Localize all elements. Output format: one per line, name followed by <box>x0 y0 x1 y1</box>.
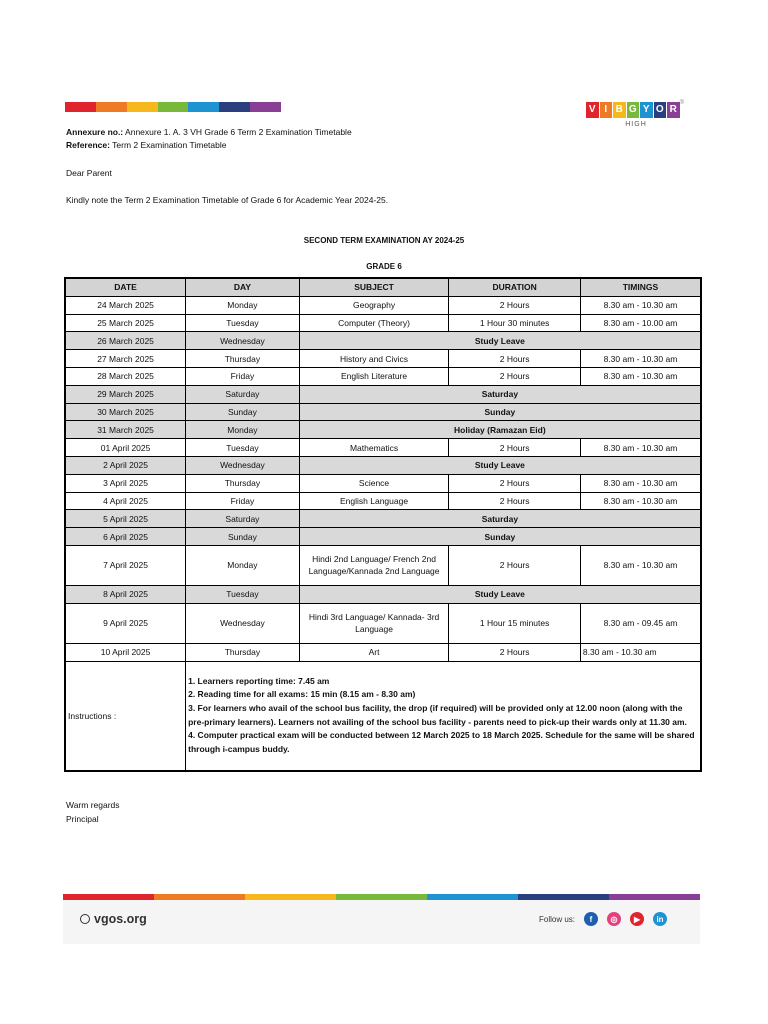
annexure-label: Annexure no.: <box>66 127 124 137</box>
website-link[interactable] <box>80 912 147 926</box>
stripe-segment <box>158 102 189 112</box>
cell-day: Sunday <box>186 403 300 421</box>
column-header: DURATION <box>449 278 581 296</box>
stripe-segment <box>127 102 158 112</box>
cell-day: Monday <box>186 545 300 585</box>
logo-letter: Y <box>640 102 653 118</box>
cell-note: Sunday <box>299 528 701 546</box>
registered-mark: ® <box>679 100 684 106</box>
cell-subject: Computer (Theory) <box>299 314 449 332</box>
cell-duration: 1 Hour 15 minutes <box>449 603 581 643</box>
reference-label: Reference: <box>66 140 110 150</box>
table-row <box>65 528 701 546</box>
table-row <box>65 332 701 350</box>
cell-day: Wednesday <box>186 456 300 474</box>
cell-timings: 8.30 am - 10.30 am <box>580 492 701 510</box>
stripe-segment <box>250 102 281 112</box>
cell-note: Study Leave <box>299 332 701 350</box>
table-row <box>65 439 701 457</box>
table-row <box>65 367 701 385</box>
closing-regards: Warm regards <box>66 800 120 810</box>
cell-duration: 2 Hours <box>449 492 581 510</box>
table-row <box>65 474 701 492</box>
intro-text: Kindly note the Term 2 Examination Timetable of Grade 6 for Academic Year 2024-25. <box>66 195 389 205</box>
cell-day: Tuesday <box>186 439 300 457</box>
cell-date: 24 March 2025 <box>65 296 186 314</box>
table-header-row <box>65 278 701 296</box>
table-row <box>65 585 701 603</box>
logo-letter: R <box>667 102 680 118</box>
cell-subject: Art <box>299 643 449 661</box>
cell-day: Wednesday <box>186 603 300 643</box>
column-header: SUBJECT <box>299 278 449 296</box>
cell-note: Holiday (Ramazan Eid) <box>299 421 701 439</box>
table-row <box>65 350 701 368</box>
cell-duration: 2 Hours <box>449 350 581 368</box>
salutation: Dear Parent <box>66 168 112 178</box>
table-row <box>65 643 701 661</box>
cell-day: Thursday <box>186 643 300 661</box>
cell-day: Friday <box>186 367 300 385</box>
cell-day: Tuesday <box>186 585 300 603</box>
cell-timings: 8.30 am - 10.30 am <box>580 296 701 314</box>
follow-us <box>539 912 667 926</box>
table-row <box>65 314 701 332</box>
cell-subject: English Language <box>299 492 449 510</box>
linkedin-icon[interactable]: in <box>653 912 667 926</box>
cell-timings: 8.30 am - 10.30 am <box>580 350 701 368</box>
logo-letter: I <box>600 102 613 118</box>
facebook-icon[interactable]: f <box>584 912 598 926</box>
logo-letter: G <box>627 102 640 118</box>
cell-duration: 2 Hours <box>449 643 581 661</box>
cell-note: Saturday <box>299 510 701 528</box>
cell-day: Sunday <box>186 528 300 546</box>
website-text: vgos.org <box>94 912 147 926</box>
cell-date: 30 March 2025 <box>65 403 186 421</box>
reference-value: Term 2 Examination Timetable <box>109 140 227 150</box>
cell-day: Thursday <box>186 474 300 492</box>
logo-letter: O <box>654 102 667 118</box>
cell-date: 9 April 2025 <box>65 603 186 643</box>
cell-note: Saturday <box>299 385 701 403</box>
cell-day: Monday <box>186 421 300 439</box>
logo-subtitle: HIGH <box>625 121 647 128</box>
column-header: DATE <box>65 278 186 296</box>
cell-date: 4 April 2025 <box>65 492 186 510</box>
cell-day: Friday <box>186 492 300 510</box>
closing <box>66 799 120 826</box>
cell-date: 3 April 2025 <box>65 474 186 492</box>
cell-duration: 2 Hours <box>449 545 581 585</box>
instruction-item: 2. Reading time for all exams: 15 min (8.15 am - 8.30 am) <box>188 689 416 700</box>
stripe-segment <box>96 102 127 112</box>
exam-title: SECOND TERM EXAMINATION AY 2024-25 <box>303 236 465 245</box>
cell-note: Study Leave <box>299 585 701 603</box>
table-row <box>65 421 701 439</box>
cell-date: 6 April 2025 <box>65 528 186 546</box>
cell-subject: Mathematics <box>299 439 449 457</box>
cell-duration: 2 Hours <box>449 296 581 314</box>
cell-timings: 8.30 am - 09.45 am <box>580 603 701 643</box>
table-row <box>65 296 701 314</box>
stripe-segment <box>65 102 96 112</box>
cell-date: 31 March 2025 <box>65 421 186 439</box>
table-row <box>65 492 701 510</box>
cell-timings: 8.30 am - 10.30 am <box>580 545 701 585</box>
cell-duration: 2 Hours <box>449 439 581 457</box>
cell-timings: 8.30 am - 10.30 am <box>580 439 701 457</box>
cell-date: 25 March 2025 <box>65 314 186 332</box>
instruction-item: 4. Computer practical exam will be conducted between 12 March 2025 to 18 March 2025. Schedule for the same will be shared through i-campus buddy. <box>188 730 695 754</box>
stripe-segment <box>188 102 219 112</box>
cell-date: 8 April 2025 <box>65 585 186 603</box>
cell-date: 28 March 2025 <box>65 367 186 385</box>
cell-timings: 8.30 am - 10.00 am <box>580 314 701 332</box>
table-row <box>65 403 701 421</box>
globe-icon <box>80 914 90 924</box>
column-header: DAY <box>186 278 300 296</box>
cell-day: Wednesday <box>186 332 300 350</box>
logo-letter: V <box>586 102 599 118</box>
grade-title: GRADE 6 <box>366 262 402 271</box>
cell-date: 29 March 2025 <box>65 385 186 403</box>
instagram-icon[interactable]: ◎ <box>607 912 621 926</box>
cell-day: Saturday <box>186 385 300 403</box>
cell-subject: English Literature <box>299 367 449 385</box>
column-header: TIMINGS <box>580 278 701 296</box>
top-color-stripe <box>65 102 281 112</box>
vibgyor-logo <box>586 102 686 132</box>
cell-subject: Hindi 3rd Language/ Kannada- 3rd Language <box>299 603 449 643</box>
cell-date: 5 April 2025 <box>65 510 186 528</box>
table-row <box>65 510 701 528</box>
exam-timetable <box>64 277 702 772</box>
cell-date: 01 April 2025 <box>65 439 186 457</box>
cell-subject: Geography <box>299 296 449 314</box>
cell-day: Tuesday <box>186 314 300 332</box>
table-row <box>65 385 701 403</box>
cell-timings: 8.30 am - 10.30 am <box>580 643 701 661</box>
cell-date: 2 April 2025 <box>65 456 186 474</box>
cell-duration: 1 Hour 30 minutes <box>449 314 581 332</box>
instructions-row <box>65 661 701 771</box>
table-row <box>65 603 701 643</box>
cell-date: 26 March 2025 <box>65 332 186 350</box>
cell-date: 10 April 2025 <box>65 643 186 661</box>
cell-day: Monday <box>186 296 300 314</box>
cell-note: Sunday <box>299 403 701 421</box>
cell-date: 27 March 2025 <box>65 350 186 368</box>
cell-note: Study Leave <box>299 456 701 474</box>
cell-duration: 2 Hours <box>449 474 581 492</box>
instruction-item: 1. Learners reporting time: 7.45 am <box>188 675 330 686</box>
cell-day: Thursday <box>186 350 300 368</box>
reference-line <box>66 139 226 152</box>
cell-subject: Science <box>299 474 449 492</box>
follow-label: Follow us: <box>539 914 576 924</box>
annexure-value: Annexure 1. A. 3 VH Grade 6 Term 2 Examination Timetable <box>123 127 352 137</box>
table-row <box>65 545 701 585</box>
cell-timings: 8.30 am - 10.30 am <box>580 367 701 385</box>
table-row <box>65 456 701 474</box>
logo-letter: B <box>613 102 626 118</box>
cell-date: 7 April 2025 <box>65 545 186 585</box>
closing-signatory: Principal <box>66 813 99 824</box>
instruction-item: 3. For learners who avail of the school bus facility, the drop (if required) will be provided only at 12.00 noon (along with the pre-primary learners). Learners not availing of the school bus facility - parents need to pick-up their wards only at 11.30 am. <box>188 702 687 727</box>
cell-duration: 2 Hours <box>449 367 581 385</box>
cell-subject: Hindi 2nd Language/ French 2nd Language/Kannada 2nd Language <box>299 545 449 585</box>
cell-day: Saturday <box>186 510 300 528</box>
youtube-icon[interactable]: ▶ <box>630 912 644 926</box>
instructions-label: Instructions : <box>65 661 186 771</box>
annexure-line <box>66 126 352 139</box>
cell-timings: 8.30 am - 10.30 am <box>580 474 701 492</box>
cell-subject: History and Civics <box>299 350 449 368</box>
stripe-segment <box>219 102 250 112</box>
instructions-list <box>186 661 701 771</box>
